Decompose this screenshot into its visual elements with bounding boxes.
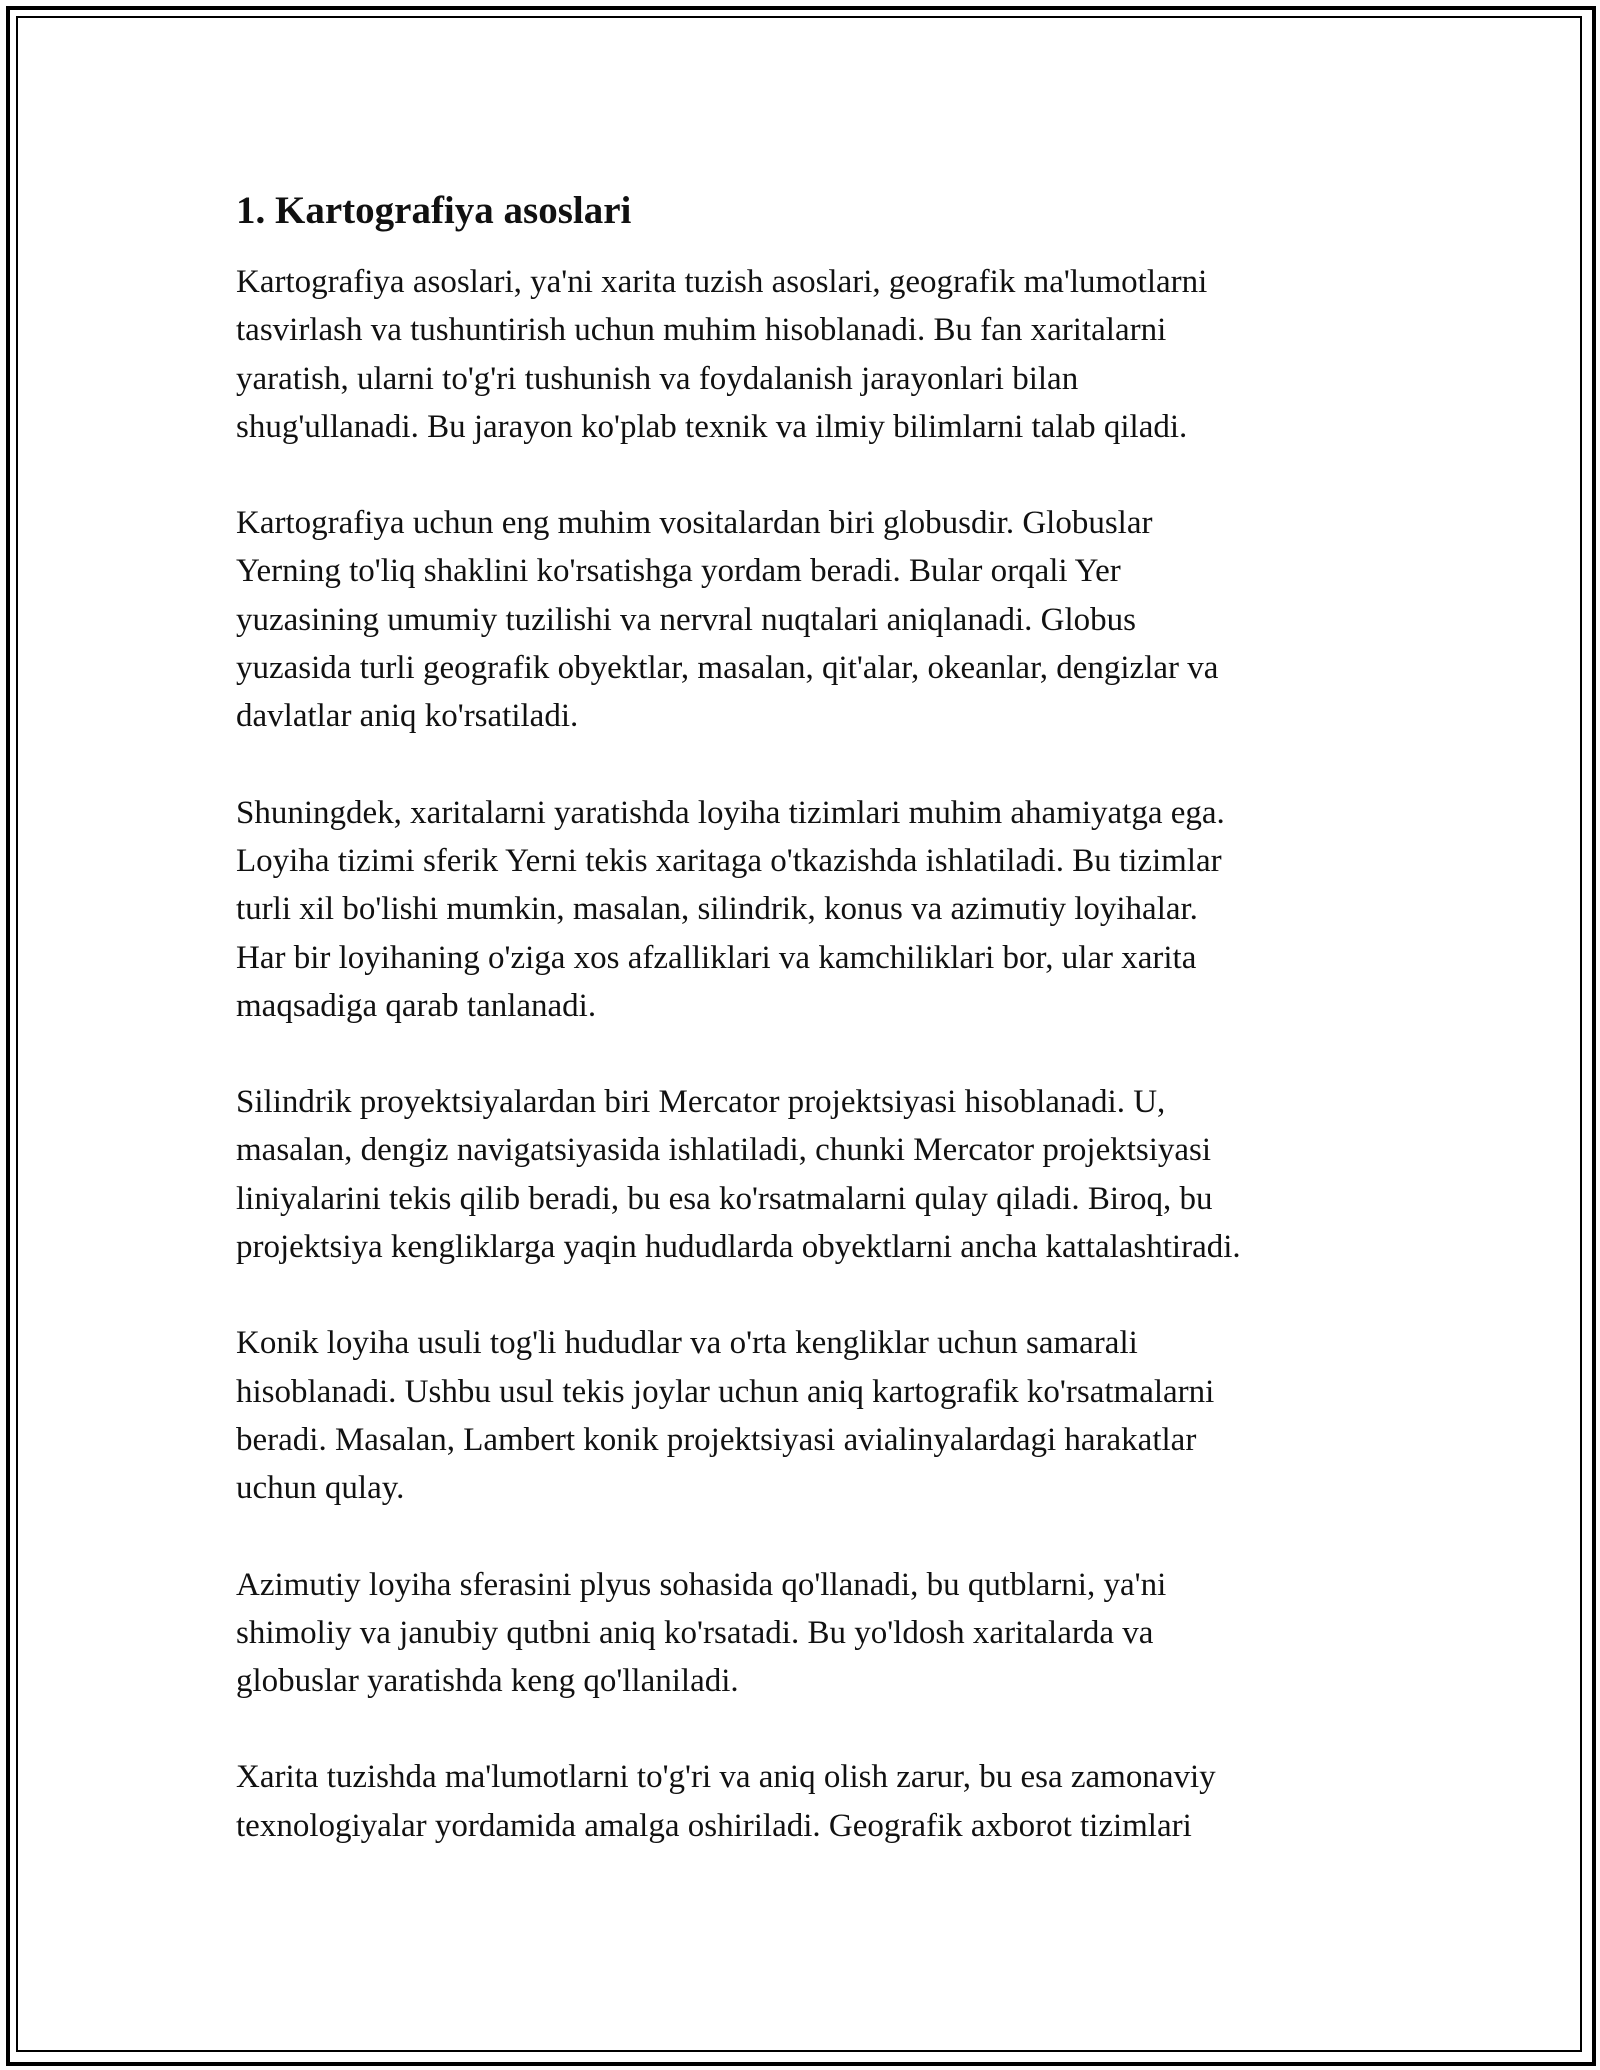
- paragraph-6: Azimutiy loyiha sferasini plyus sohasida qo'llanadi, bu qutblarni, ya'ni shimoliy va janubiy qutbni aniq ko'rsatadi. Bu yo'ldosh xaritalarda va globuslar yaratishda keng qo'llaniladi.: [236, 1566, 1167, 1700]
- paragraph-7: Xarita tuzishda ma'lumotlarni to'g'ri va aniq olish zarur, bu esa zamonaviy texnologiyalar yordamida amalga oshiriladi. Geografik axborot tizimlari: [236, 1759, 1216, 1844]
- paragraph-1: Kartografiya asoslari, ya'ni xarita tuzish asoslari, geografik ma'lumotlarni tasvirlash va tushuntirish uchun muhim hisoblanadi. Bu fan xaritalarni yaratish, ularni to'g'ri tushunish va foydalanish jarayonlari bilan shug'ullanadi. Bu jarayon ko'plab texnik va ilmiy bilimlarni talab qiladi.: [236, 264, 1208, 445]
- paragraph-2: Kartografiya uchun eng muhim vositalardan biri globusdir. Globuslar Yerning to'liq shaklini ko'rsatishga yordam beradi. Bular orqali Yer yuzasining umumiy tuzilishi va nervral nuqtalari aniqlanadi. Globus yuzasida turli geografik obyektlar, masalan, qit'alar, okeanlar, dengizlar va davlatlar aniq ko'rsatiladi.: [236, 505, 1219, 735]
- paragraph-4: Silindrik proyektsiyalardan biri Mercator projektsiyasi hisoblanadi. U, masalan, dengiz navigatsiyasida ishlatiladi, chunki Mercator projektsiyasi liniyalarini tekis qilib beradi, bu esa ko'rsatmalarni qulay qiladi. Biroq, bu projektsiya kengliklarga yaqin hududlarda obyektlarni ancha kattalashtiradi.: [236, 1084, 1241, 1266]
- document-body: [236, 186, 1376, 1898]
- section-heading: 1. Kartografiya asoslari: [236, 189, 632, 232]
- paragraph-5: Konik loyiha usuli tog'li hududlar va o'rta kengliklar uchun samarali hisoblanadi. Ushbu usul tekis joylar uchun aniq kartografik ko'rsatmalarni beradi. Masalan, Lambert konik projektsiyasi avialinyalardagi harakatlar uchun qulay.: [236, 1325, 1215, 1507]
- paragraph-3: Shuningdek, xaritalarni yaratishda loyiha tizimlari muhim ahamiyatga ega. Loyiha tizimi sferik Yerni tekis xaritaga o'tkazishda ishlatiladi. Bu tizimlar turli xil bo'lishi mumkin, masalan, silindrik, konus va azimutiy loyihalar. Har bir loyihaning o'ziga xos afzalliklari va kamchiliklari bor, ular xarita maqsadiga qarab tanlanadi.: [236, 794, 1225, 1024]
